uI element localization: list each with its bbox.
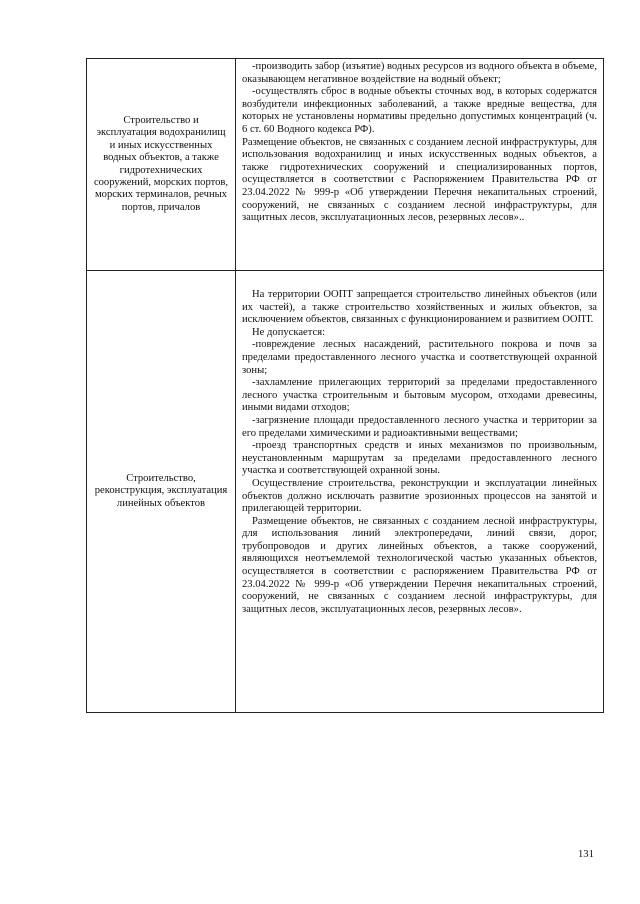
paragraph: Размещение объектов, не связанных с созданием лесной инфраструктуры, для использования линий электропередачи, линий связи, дорог, трубопроводов и других линейных объектов, а также сооружений, являющихся неотъемлемой технологической частью указанных объектов, осуществляется в соответствии с распоряжением Правительства РФ от 23.04.2022 № 999-р «Об утверждении Перечня некапитальных строений, сооружений, не связанных с созданием лесной инфраструктуры, для защитных лесов, эксплуатационных лесов, резервных лесов».	[242, 515, 597, 615]
paragraph: -загрязнение площади предоставленного лесного участка и территории за его пределами химическими и радиоактивными веществами;	[242, 414, 597, 439]
paragraph: -производить забор (изъятие) водных ресурсов из водного объекта в объеме, оказывающем негативное воздействие на водный объект;	[242, 61, 597, 85]
restrictions-cell	[236, 59, 604, 271]
paragraph: -осуществлять сброс в водные объекты сточных вод, в которых содержатся возбудители инфекционных заболеваний, а также вредные вещества, для которых не установлены нормативы предельно допустимых концентраций (ч. 6 ст. 60 Водного кодекса РФ).	[242, 86, 597, 135]
activity-cell	[87, 271, 236, 713]
activity-text: Строительство и эксплуатация водохранилищ и иных искусственных водных объектов, а также гидротехнических сооружений, морских портов, морских терминалов, речных портов, причалов	[93, 114, 229, 213]
paragraph: Осуществление строительства, реконструкции и эксплуатации линейных объектов должно исключать развитие эрозионных процессов на занятой и прилегающей территории.	[242, 477, 597, 515]
paragraph: -захламление прилегающих территорий за пределами предоставленного лесного участка строительным и бытовым мусором, отходами древесины, иными видами отходов;	[242, 377, 597, 414]
paragraph: -проезд транспортных средств и иных механизмов по произвольным, неустановленным маршрутам за пределами предоставленного лесного участка и соответствующей охранной зоны.	[242, 440, 597, 477]
activity-text: Строительство, реконструкция, эксплуатация линейных объектов	[94, 472, 228, 509]
paragraph: -повреждение лесных насаждений, растительного покрова и почв за пределами предоставленного лесного участка и соответствующей охранной зоны;	[242, 339, 597, 376]
table-row	[87, 59, 604, 271]
regulations-table	[86, 58, 604, 713]
page-number: 131	[578, 849, 594, 860]
restrictions-cell	[236, 271, 604, 713]
paragraph: Не допускается:	[252, 326, 326, 338]
table-row	[87, 271, 604, 713]
activity-cell	[87, 59, 236, 271]
paragraph: Размещение объектов, не связанных с созданием лесной инфраструктуры, для использования водохранилищ и иных искусственных водных объектов, а также гидротехнических сооружений и специализированных портов, осуществляется в соответствии с Распоряжением Правительства РФ от 23.04.2022 № 999-р «Об утверждении Перечня некапитальных строений, сооружений, не связанных с созданием лесной инфраструктуры, для защитных лесов, эксплуатационных лесов, резервных лесов»..	[242, 136, 597, 224]
paragraph: На территории ООПТ запрещается строительство линейных объектов (или их частей), а также строительство хозяйственных и жилых объектов, за исключением объектов, связанных с функционированием и развитием ООПТ.	[242, 289, 597, 326]
